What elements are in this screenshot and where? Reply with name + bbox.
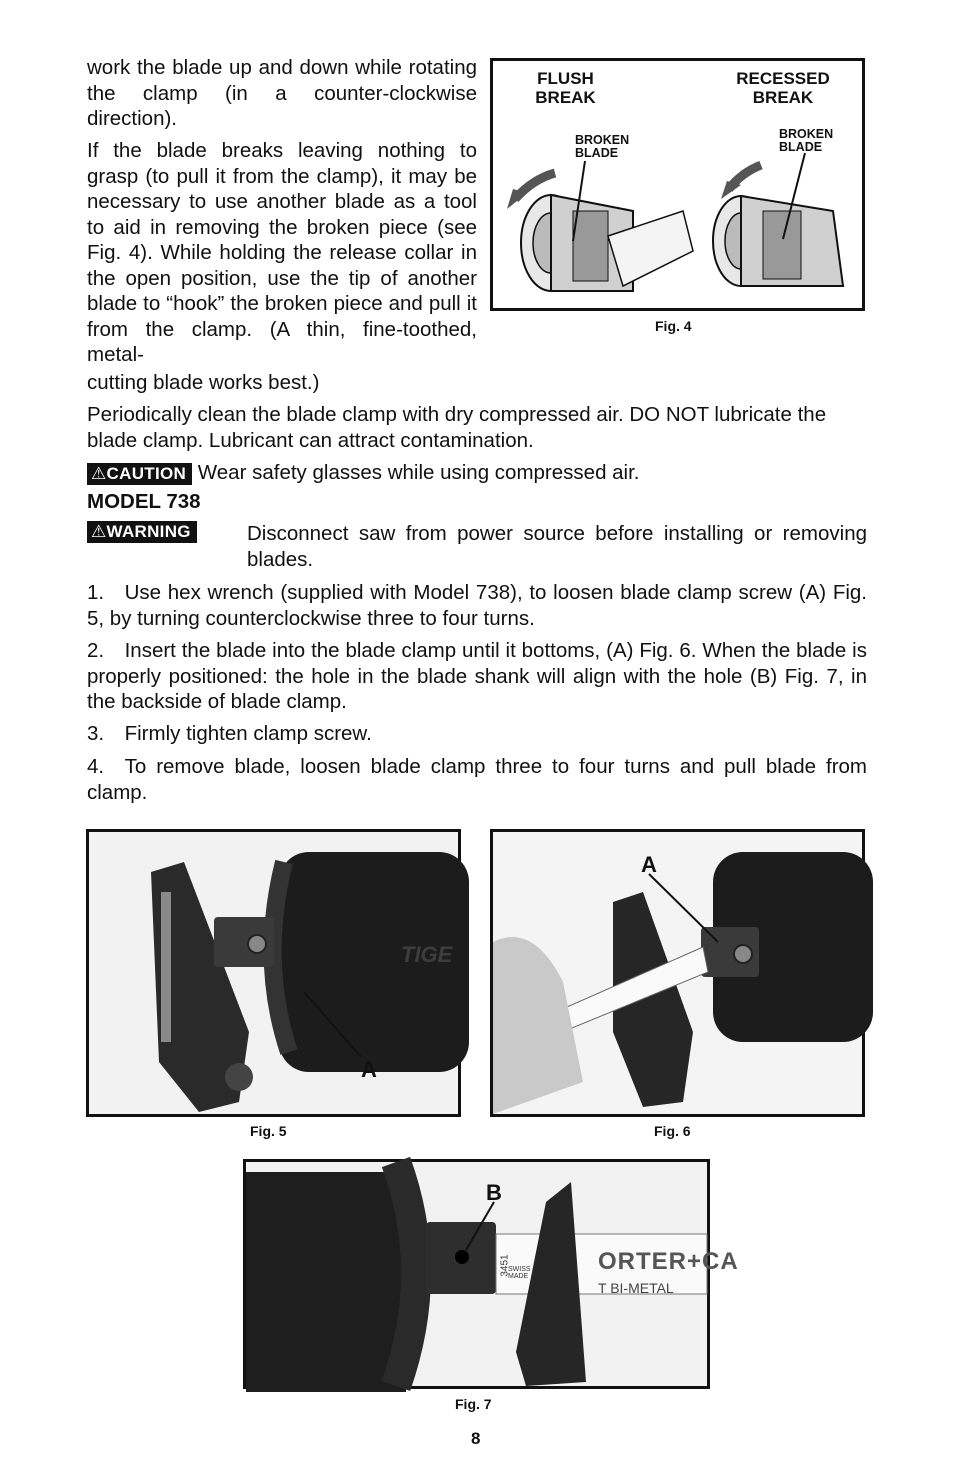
page-number: 8 — [471, 1429, 481, 1448]
fig5-saw-illustration — [89, 832, 458, 1114]
blade-number: 3451 — [499, 1254, 511, 1277]
fig6-caption: Fig. 6 — [654, 1123, 691, 1139]
step-1: 1. Use hex wrench (supplied with Model 738), to loosen blade clamp screw (A) Fig. 5, by turning counterclockwise three to four turns. — [87, 581, 867, 630]
clamp-left-hatch — [573, 211, 608, 281]
caution-row — [87, 460, 867, 485]
fig6-saw-illustration — [493, 832, 862, 1114]
clean-paragraph: Periodically clean the blade clamp with dry compressed air. DO NOT lubricate the blade clamp. Lubricant can attract contamination. — [87, 403, 827, 452]
saw-brand-text: TIGE — [401, 942, 453, 967]
warning-triangle-icon: ⚠ — [91, 522, 107, 541]
hand — [493, 937, 583, 1114]
fig4-illustration — [493, 61, 862, 308]
blade-type: T BI-METAL — [598, 1280, 674, 1296]
intro-paragraph-2: If the blade breaks leaving nothing to grasp (to pull it from the clamp), it may be necessary to use another blade as a tool to aid in removing the broken piece (see Fig. 4). While holding the release collar in the open position, use the tip of another blade to “hook” the broken piece and pull it from the clamp. (A thin, fine-toothed, metal- — [87, 139, 477, 366]
fig5-caption: Fig. 5 — [250, 1123, 287, 1139]
clamp-right-hatch — [763, 211, 801, 279]
warning-badge: ⚠WARNING — [87, 521, 197, 543]
fig4-caption: Fig. 4 — [655, 318, 692, 334]
step-2: 2. Insert the blade into the blade clamp until it bottoms, (A) Fig. 6. When the blade is properly positioned: the hole in the blade shank will align with the hole (B) Fig. 7, in the backside of blade clamp. — [87, 639, 867, 713]
fig6-label-a: A — [641, 852, 657, 877]
model-heading: MODEL 738 — [87, 490, 201, 513]
clamp-screw — [248, 935, 266, 953]
recessed-break-label: RECESSED BREAK — [736, 69, 830, 107]
fig5-label-a: A — [361, 1057, 377, 1082]
broken-blade-label-left: BROKEN BLADE — [575, 133, 630, 160]
caution-badge: ⚠CAUTION — [87, 463, 192, 485]
clamp-hole — [455, 1250, 469, 1264]
step-4: 4. To remove blade, loosen blade clamp three to four turns and pull blade from clamp. — [87, 755, 867, 804]
blade-made: SWISS MADE — [508, 1266, 531, 1280]
broken-blade-label-right: BROKEN BLADE — [779, 127, 834, 154]
fig6-photo — [490, 829, 865, 1117]
fig7-caption: Fig. 7 — [455, 1396, 492, 1412]
saw-body — [246, 1172, 406, 1392]
shoe-rivet — [225, 1063, 253, 1091]
intro-paragraph-1: work the blade up and down while rotating the clamp (in a counter-clockwise direction). — [87, 56, 477, 130]
clamp-screw — [734, 945, 752, 963]
fig5-photo — [86, 829, 461, 1117]
intro-paragraph-2-end: cutting blade works best.) — [87, 371, 320, 394]
fig4-diagram — [490, 58, 865, 311]
caution-text: Wear safety glasses while using compressed air. — [197, 461, 640, 484]
fig7-photo — [243, 1159, 739, 1389]
shoe-slot — [161, 892, 171, 1042]
warning-text: Disconnect saw from power source before installing or removing blades. — [247, 522, 867, 571]
fig7-label-b: B — [486, 1180, 502, 1205]
flush-break-label: FLUSH BREAK — [535, 69, 596, 107]
blade-brand: ORTER+CA — [598, 1248, 739, 1275]
caution-warning-icon: ⚠ — [91, 464, 107, 483]
label-pointer-a — [649, 874, 718, 942]
step-3: 3. Firmly tighten clamp screw. — [87, 722, 372, 745]
